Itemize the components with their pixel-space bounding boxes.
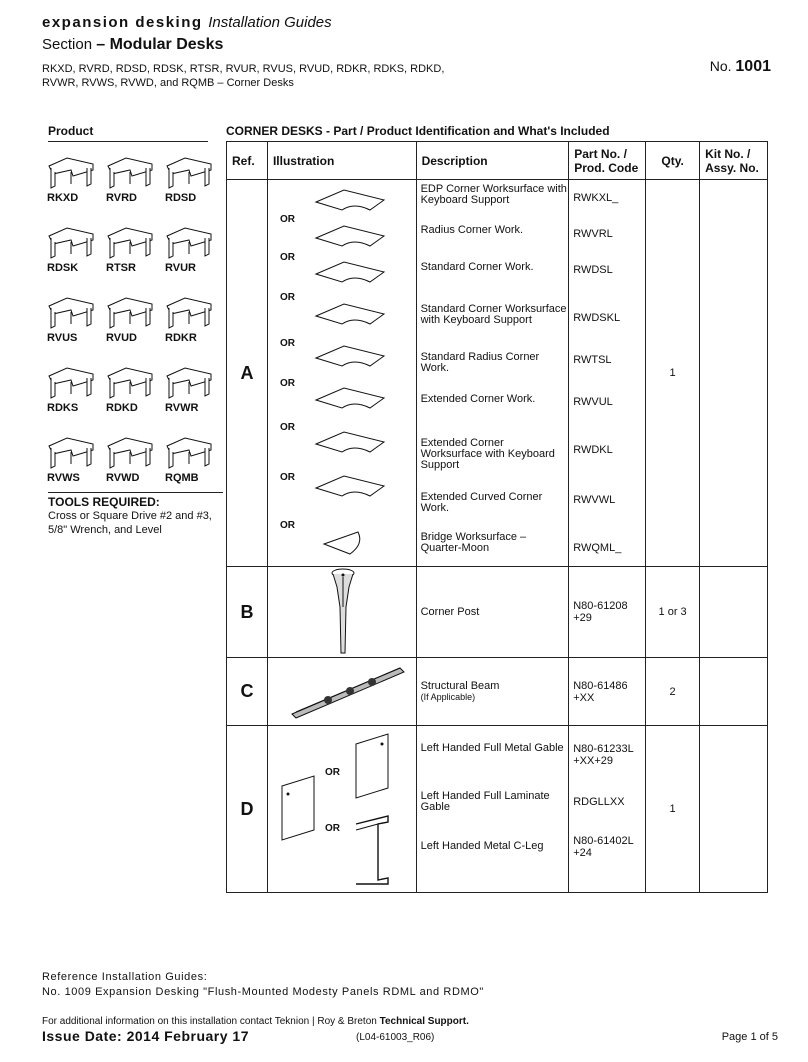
product-code: RVWS (47, 472, 80, 484)
reference-guides: Reference Installation Guides: No. 1009 Expansion Desking "Flush-Mounted Modesty Panels RDML and RDMO" (42, 971, 484, 998)
worksurface-icon (314, 298, 386, 330)
description-a (416, 180, 569, 567)
product-item (47, 366, 99, 436)
c-leg-icon (352, 814, 392, 886)
desk-icon (106, 226, 154, 260)
qty-d: 1 (646, 726, 700, 893)
item-description: Extended Corner Work. (420, 393, 536, 405)
product-code: RVRD (106, 192, 137, 204)
item-part-no: RWDSL (573, 264, 613, 276)
desk-icon (106, 296, 154, 330)
product-row (47, 156, 217, 226)
description-d (416, 726, 569, 893)
parts-table (226, 141, 768, 893)
or-label: OR (279, 520, 295, 531)
table-row-a (227, 180, 768, 567)
product-item (106, 226, 158, 296)
quarter-moon-icon (314, 524, 386, 556)
or-label: OR (279, 214, 295, 225)
product-item (47, 296, 99, 366)
item-description: Bridge Worksurface – Quarter-Moon (420, 531, 527, 554)
product-code: RDSK (47, 262, 79, 274)
product-item (106, 156, 158, 226)
desk-icon (47, 436, 95, 470)
product-code: RVUD (106, 332, 137, 344)
item-description: Left Handed Metal C-Leg (420, 840, 544, 852)
ref-c: C (227, 658, 268, 726)
product-code: RTSR (106, 262, 136, 274)
description-b (416, 567, 569, 658)
product-item (47, 226, 99, 296)
structural-beam-icon (288, 662, 408, 720)
product-code: RDKD (106, 402, 138, 414)
header-description: Description (416, 142, 569, 180)
desk-icon (47, 226, 95, 260)
product-code: RDKS (47, 402, 79, 414)
desk-icon (47, 296, 95, 330)
laminate-gable-icon (278, 774, 318, 844)
product-code: RDKR (165, 332, 197, 344)
desk-icon (106, 156, 154, 190)
item-part-no: RDGLLXX (573, 796, 625, 808)
item-part-no: RWDSKL (573, 312, 621, 324)
item-part-no: N80-61402L +24 (573, 835, 634, 859)
header-ref: Ref. (227, 142, 268, 180)
or-label: OR (279, 422, 295, 433)
brand-title: expansion desking Installation Guides (42, 14, 332, 31)
or-label: OR (279, 292, 295, 303)
product-item (106, 296, 158, 366)
header-qty: Qty. (646, 142, 700, 180)
product-code: RVUR (165, 262, 196, 274)
document-code: (L04-61003_R06) (356, 1032, 435, 1043)
ref-a: A (227, 180, 268, 567)
desk-icon (47, 156, 95, 190)
item-note: (If Applicable) (420, 691, 476, 702)
product-row (47, 226, 217, 296)
item-description: Left Handed Full Metal Gable (420, 742, 564, 754)
issue-date: Issue Date: 2014 February 17 (42, 1028, 249, 1044)
description-c (416, 658, 569, 726)
header-illustration: Illustration (267, 142, 416, 180)
desk-icon (165, 436, 213, 470)
part-c (569, 658, 646, 726)
worksurface-icon (314, 184, 386, 216)
product-row (47, 296, 217, 366)
table-row-b (227, 567, 768, 658)
item-description: EDP Corner Worksurface with Keyboard Support (420, 183, 567, 206)
qty-b: 1 or 3 (646, 567, 700, 658)
corner-post-icon (323, 567, 363, 656)
illustration-d (267, 726, 416, 893)
item-description: Radius Corner Work. (420, 224, 524, 236)
part-b (569, 567, 646, 658)
item-part-no: N80-61233L +XX+29 (573, 743, 634, 767)
item-part-no: RWVWL (573, 494, 616, 506)
or-label: OR (324, 823, 340, 834)
item-description: Corner Post (420, 605, 480, 618)
page-number: Page 1 of 5 (721, 1031, 778, 1043)
worksurface-icon (314, 256, 386, 288)
header-part-no: Part No. / Prod. Code (569, 142, 646, 180)
table-header-row (227, 142, 768, 180)
part-d (569, 726, 646, 893)
product-item (165, 156, 217, 226)
item-part-no: RWDKL (573, 444, 613, 456)
qty-c: 2 (646, 658, 700, 726)
product-row (47, 366, 217, 436)
or-label: OR (279, 252, 295, 263)
item-part-no: RWVUL (573, 396, 613, 408)
ref-d: D (227, 726, 268, 893)
document-number: No. 1001 (709, 58, 771, 75)
item-part-no: RWTSL (573, 354, 612, 366)
or-label: OR (279, 378, 295, 389)
table-title: CORNER DESKS - Part / Product Identification and What's Included (226, 124, 610, 138)
kit-b (700, 567, 768, 658)
desk-icon (47, 366, 95, 400)
table-row-d (227, 726, 768, 893)
worksurface-icon (314, 220, 386, 252)
part-a (569, 180, 646, 567)
ref-b: B (227, 567, 268, 658)
product-heading: Product (48, 124, 208, 142)
desk-icon (165, 226, 213, 260)
or-label: OR (324, 767, 340, 778)
qty-a: 1 (646, 180, 700, 567)
product-item (106, 366, 158, 436)
item-description: Standard Corner Worksurface with Keyboard Support (420, 303, 567, 326)
product-item (165, 296, 217, 366)
desk-icon (165, 366, 213, 400)
worksurface-icon (314, 340, 386, 372)
desk-icon (165, 296, 213, 330)
item-part-no: RWQML_ (573, 542, 622, 554)
item-description: Standard Radius Corner Work. (420, 351, 540, 374)
desk-icon (106, 366, 154, 400)
product-item (165, 226, 217, 296)
metal-gable-icon (352, 732, 392, 802)
kit-a (700, 180, 768, 567)
illustration-a (267, 180, 416, 567)
or-label: OR (279, 338, 295, 349)
item-description: Left Handed Full Laminate Gable (420, 790, 550, 813)
desk-icon (106, 436, 154, 470)
product-item (47, 156, 99, 226)
item-part-no: RWVRL (573, 228, 613, 240)
model-list: RKXD, RVRD, RDSD, RDSK, RTSR, RVUR, RVUS, RVUD, RDKR, RDKS, RDKD, RVWR, RVWS, RVWD, and RQMB – Corner Desks (42, 63, 445, 89)
item-part-no: RWKXL_ (573, 192, 619, 204)
worksurface-icon (314, 470, 386, 502)
item-description: Structural Beam (420, 679, 500, 692)
item-description: Extended Curved Corner Work. (420, 491, 543, 514)
contact-note: For additional information on this installation contact Teknion | Roy & Breton Technical Support. (42, 1016, 469, 1027)
header-kit-no: Kit No. / Assy. No. (700, 142, 768, 180)
illustration-c (267, 658, 416, 726)
worksurface-icon (314, 426, 386, 458)
product-code: RKXD (47, 192, 79, 204)
product-code: RQMB (165, 472, 199, 484)
product-code: RVUS (47, 332, 78, 344)
product-code: RDSD (165, 192, 197, 204)
product-item (165, 366, 217, 436)
section-title: Section – Modular Desks (42, 36, 224, 53)
or-label: OR (279, 472, 295, 483)
item-part-no: N80-61208 +29 (573, 600, 628, 624)
item-description: Standard Corner Work. (420, 261, 534, 273)
kit-d (700, 726, 768, 893)
tools-required: TOOLS REQUIRED: Cross or Square Drive #2 and #3, 5/8" Wrench, and Level (48, 492, 223, 537)
product-code: RVWR (165, 402, 199, 414)
table-row-c (227, 658, 768, 726)
worksurface-icon (314, 382, 386, 414)
kit-c (700, 658, 768, 726)
item-part-no: N80-61486 +XX (573, 679, 628, 704)
illustration-b (267, 567, 416, 658)
product-code: RVWD (106, 472, 140, 484)
item-description: Extended Corner Worksurface with Keyboard Support (420, 437, 555, 471)
product-grid (47, 156, 217, 506)
desk-icon (165, 156, 213, 190)
